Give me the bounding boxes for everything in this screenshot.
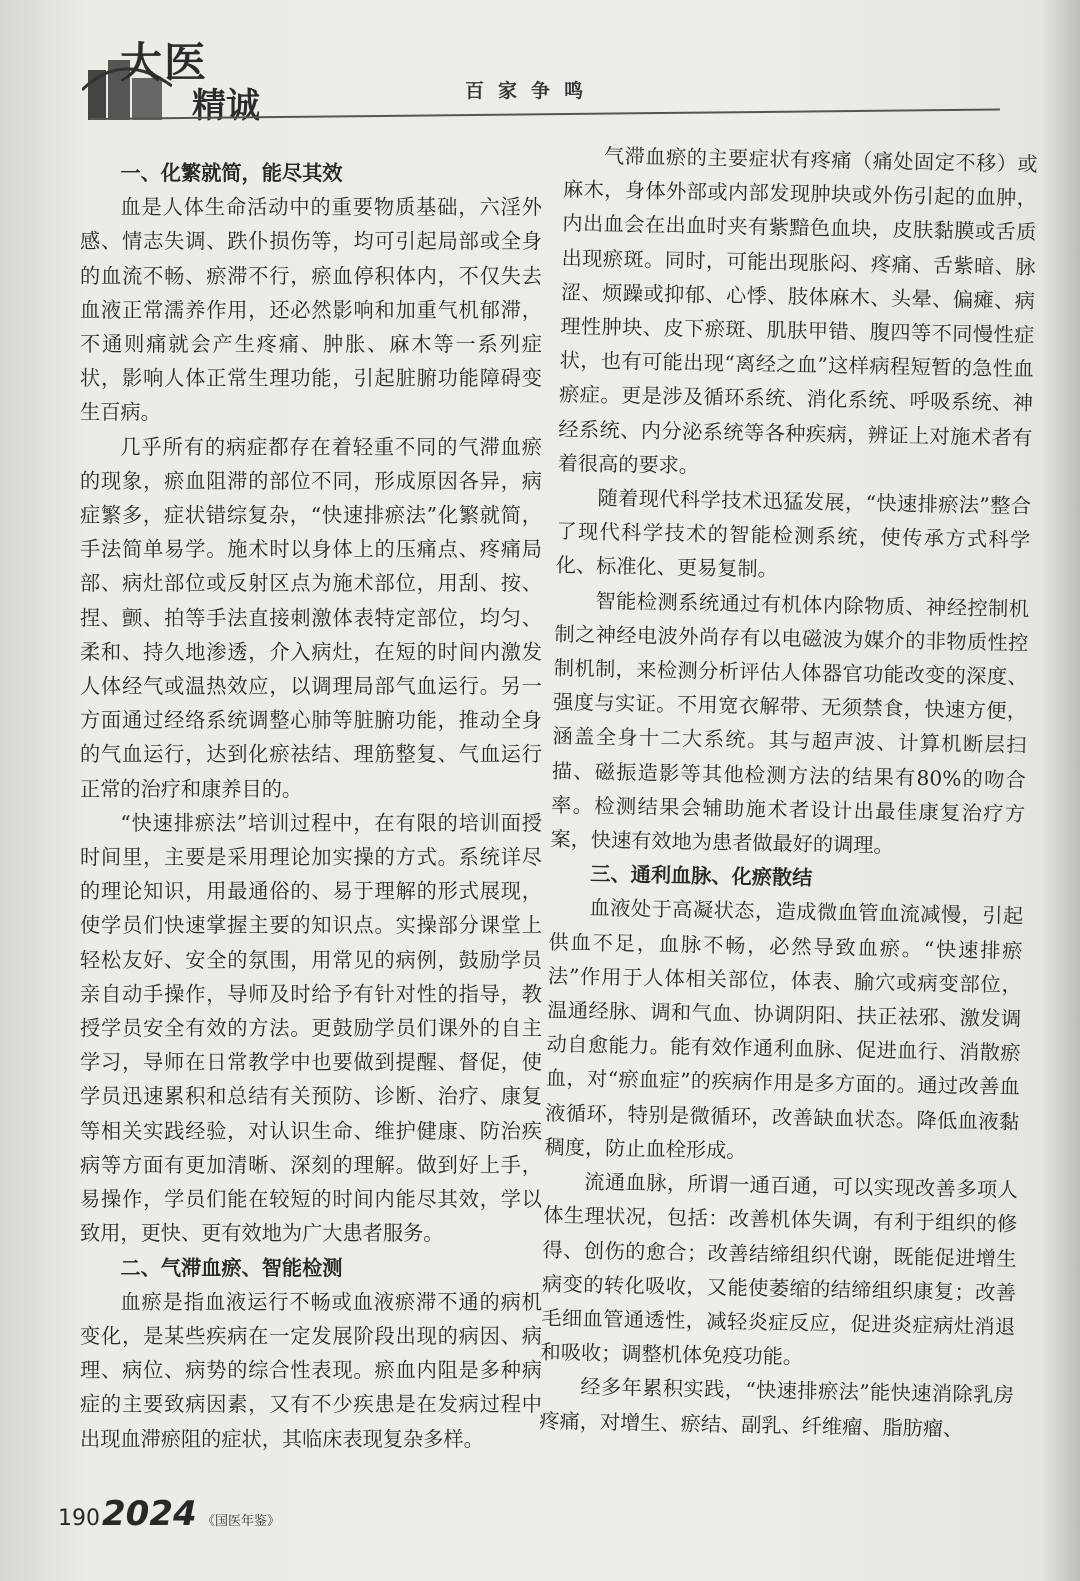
paragraph: 经多年累积实践，“快速排瘀法”能快速消除乳房疼痛，对增生、瘀结、副乳、纤维瘤、脂肪瘤、 bbox=[539, 1374, 1015, 1441]
paragraph: 气滞血瘀的主要症状有疼痛（痛处固定不移）或麻木，身体外部或内部发现肿块或外伤引起的血肿，内出血会在出血时夹有紫黯色血块，皮肤黏膜或舌质出现瘀斑。同时，可能出现胀闷、疼痛、舌紫暗、脉涩、烦躁或抑郁、心悸、肢体麻木、头晕、偏瘫、病理性肿块、皮下瘀斑、肌肤甲错、腹四等不同慢性症状，也有可能出现“离经之血”这样病程短暂的急性血瘀症。更是涉及循环系统、消化系统、呼吸系统、神经系统、内分泌系统等各种疾病，辨证上对施术者有着很高的要求。 bbox=[557, 143, 1038, 478]
paragraph: 流通血脉，所谓一通百通，可以实现改善多项人体生理状况，包括：改善机体失调，有利于组织的修得、创伤的愈合；改善结缔组织代谢，既能促进增生病变的转化吸收，又能使萎缩的结缔组织康复；改善毛细血管通透性，减轻炎症反应，促进炎症病灶消退和吸收；调整机体免疫功能。 bbox=[540, 1169, 1019, 1369]
paragraph: 血是人体生命活动中的重要物质基础，六淫外感、情志失调、跌仆损伤等，均可引起局部或全身的血流不畅、瘀滞不行，瘀血停积体内，不仅失去血液正常濡养作用，还必然影响和加重气机郁滞，不通则痛就会产生疼痛、肿胀、麻木等一系列症状，影响人体正常生理功能，引起脏腑功能障碍变生百病。 bbox=[80, 195, 542, 425]
column-logo bbox=[82, 30, 312, 126]
paragraph: 血瘀是指血液运行不畅或血液瘀滞不通的病机变化，是某些疾病在一定发展阶段出现的病因、病理、病位、病势的综合性表现。瘀血内阻是多种病症的主要致病因素，又有不少疾患是在发病过程中出现血滞瘀阻的症状，其临床表现复杂多样。 bbox=[80, 1289, 542, 1451]
paragraph: 智能检测系统通过有机体内除物质、神经控制机制之神经电波外尚存有以电磁波为媒介的非物质性控制机制，来检测分析评估人体器官功能改变的深度、强度与实证。不用宽衣解带、无须禁食，快速方便，涵盖全身十二大系统。其与超声波、计算机断层扫描、磁振造影等其他检测方法的结果有80%的吻合率。检测结果会辅助施术者设计出最佳康复治疗方案，快速有效地为患者做最好的调理。 bbox=[550, 588, 1030, 858]
page-number: 190 bbox=[58, 1506, 100, 1531]
paragraph: 几乎所有的病症都存在着轻重不同的气滞血瘀的现象，瘀血阻滞的部位不同，形成原因各异，病症繁多，症状错综复杂，“快速排瘀法”化繁就简，手法简单易学。施术时以身体上的压痛点、疼痛局部、病灶部位或反射区点为施术部位，用刮、按、捏、颤、拍等手法直接刺激体表特定部位，均匀、柔和、持久地渗透，介入病灶，在短的时间内激发人体经气或温热效应，以调理局部气血运行。另一方面通过经络系统调整心肺等脏腑功能，推动全身的气血运行，达到化瘀祛结、理筋整复、气血运行正常的治疗和康养目的。 bbox=[80, 434, 542, 801]
publication-name: 《国医年鉴》 bbox=[202, 1514, 281, 1529]
paragraph: 随着现代科学技术迅猛发展，“快速排瘀法”整合了现代科学技术的智能检测系统，使传承方式科学化、标准化、更易复制。 bbox=[555, 485, 1032, 582]
section-heading-2: 二、气滞血瘀、智能检测 bbox=[120, 1255, 343, 1280]
footer-year: 2024 bbox=[102, 1494, 197, 1534]
section-header: 百家争鸣 bbox=[465, 80, 598, 102]
right-column bbox=[539, 138, 1038, 1447]
paragraph: “快速排瘀法”培训过程中，在有限的培训面授时间里，主要是采用理论加实操的方式。系统详尽的理论知识，用最通俗的、易于理解的形式展现，使学员们快速掌握主要的知识点。实操部分课堂上轻松友好、安全的氛围，用常见的病例，鼓励学员亲自动手操作，导师及时给予有针对性的指导，教授学员安全有效的方法。更鼓励学员们课外的自主学习，导师在日常教学中也要做到提醒、督促，使学员迅速累积和总结有关预防、诊断、治疗、康复等相关实践经验，对认识生命、维护健康、防治疾病等方面有更加清晰、深刻的理解。做到好上手，易操作，学员们能在较短的时间内能尽其效，学以致用，更快、更有效地为广大患者服务。 bbox=[80, 810, 542, 1246]
section-heading-3: 三、通利血脉、化瘀散结 bbox=[590, 861, 813, 891]
paragraph: 血液处于高凝状态，造成微血管血流减慢，引起供血不足，血脉不畅，必然导致血瘀。“快速排瘀法”作用于人体相关部位，体表、腧穴或病变部位，温通经脉、调和气血、协调阴阳、扶正祛邪、激发调动自愈能力。能有效作通利血脉、促进血行、消散瘀血，对“瘀血症”的疾病作用是多方面的。通过改善血液循环，特别是微循环，改善缺血状态。降低血液黏稠度，防止血栓形成。 bbox=[544, 896, 1024, 1163]
left-column bbox=[80, 156, 542, 1456]
page-spine-shadow bbox=[1040, 0, 1080, 1581]
logo-text-bottom: 精诚 bbox=[192, 86, 260, 126]
logo-text-top: 大医 bbox=[120, 38, 209, 87]
section-heading-1: 一、化繁就简，能尽其效 bbox=[120, 161, 343, 185]
